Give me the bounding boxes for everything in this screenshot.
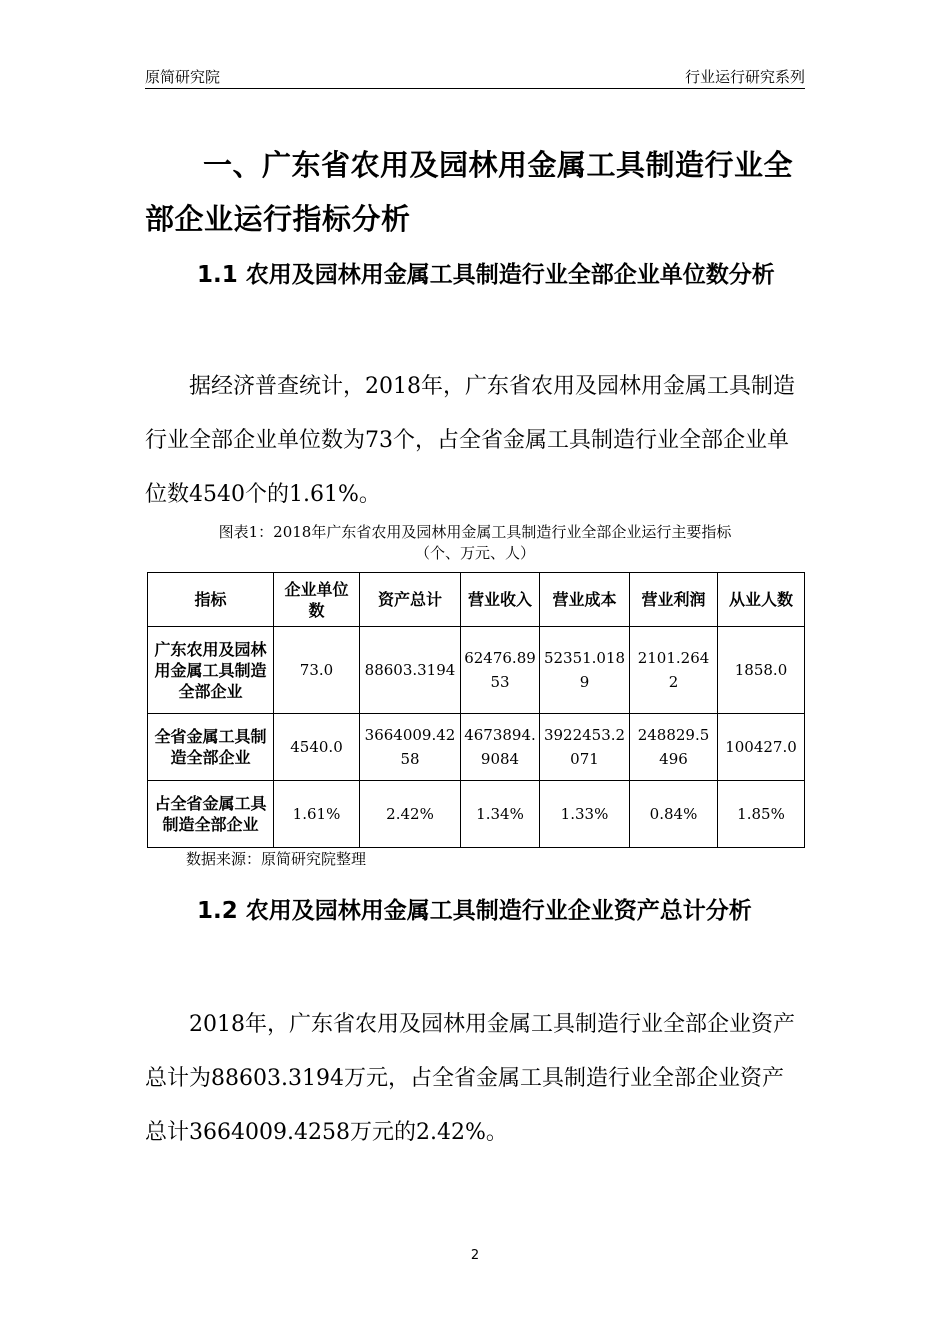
table-cell: 52351.0189	[540, 627, 630, 714]
header-divider	[145, 88, 805, 89]
table-cell: 88603.3194	[360, 627, 461, 714]
section-1-2-heading: 1.2 农用及园林用金属工具制造行业企业资产总计分析	[197, 898, 752, 924]
table-cell: 4540.0	[274, 714, 360, 781]
header-cell-cost: 营业成本	[540, 573, 630, 627]
table-cell: 73.0	[274, 627, 360, 714]
table-cell: 2101.2642	[630, 627, 718, 714]
table-cell: 1858.0	[718, 627, 805, 714]
header-cell-profit: 营业利润	[630, 573, 718, 627]
table-cell: 100427.0	[718, 714, 805, 781]
indicator-table	[147, 572, 805, 848]
section-1-1-heading: 1.1 农用及园林用金属工具制造行业全部企业单位数分析	[197, 262, 775, 288]
table-row	[148, 781, 805, 848]
table-cell: 4673894.9084	[461, 714, 540, 781]
table-cell: 2.42%	[360, 781, 461, 848]
table-cell: 248829.5496	[630, 714, 718, 781]
header-right-text: 行业运行研究系列	[684, 68, 805, 86]
table-source-note: 数据来源：原简研究院整理	[186, 850, 367, 868]
table-caption	[145, 522, 805, 564]
row-label: 全省金属工具制造全部企业	[148, 714, 274, 781]
table-row	[148, 627, 805, 714]
header-cell-employees: 从业人数	[718, 573, 805, 627]
table-cell: 1.85%	[718, 781, 805, 848]
table-cell: 3922453.2071	[540, 714, 630, 781]
row-label: 广东农用及园林用金属工具制造全部企业	[148, 627, 274, 714]
row-label: 占全省金属工具制造全部企业	[148, 781, 274, 848]
table-row	[148, 714, 805, 781]
table-cell: 3664009.4258	[360, 714, 461, 781]
table-caption-title: 图表1：2018年广东省农用及园林用金属工具制造行业全部企业运行主要指标	[218, 523, 732, 541]
page-number: 2	[470, 1248, 480, 1263]
header-cell-revenue: 营业收入	[461, 573, 540, 627]
section-1-1-paragraph: 据经济普查统计，2018年，广东省农用及园林用金属工具制造行业全部企业单位数为73个，占全省金属工具制造行业全部企业单位数4540个的1.61%。	[145, 374, 795, 507]
table-cell: 1.34%	[461, 781, 540, 848]
table-caption-units: （个、万元、人）	[414, 544, 535, 562]
header-cell-indicator: 指标	[148, 573, 274, 627]
table-cell: 1.61%	[274, 781, 360, 848]
section-1-2-paragraph: 2018年，广东省农用及园林用金属工具制造行业全部企业资产总计为88603.3194万元，占全省金属工具制造行业全部企业资产总计3664009.4258万元的2.42%。	[145, 1012, 795, 1145]
section-1-heading: 一、广东省农用及园林用金属工具制造行业全部企业运行指标分析	[145, 148, 794, 236]
table-cell: 62476.8953	[461, 627, 540, 714]
header-left-text: 原简研究院	[145, 68, 221, 86]
header-cell-enterprise-count: 企业单位数	[274, 573, 360, 627]
table-cell: 0.84%	[630, 781, 718, 848]
table-cell: 1.33%	[540, 781, 630, 848]
table-header-row	[148, 573, 805, 627]
header-cell-total-assets: 资产总计	[360, 573, 461, 627]
